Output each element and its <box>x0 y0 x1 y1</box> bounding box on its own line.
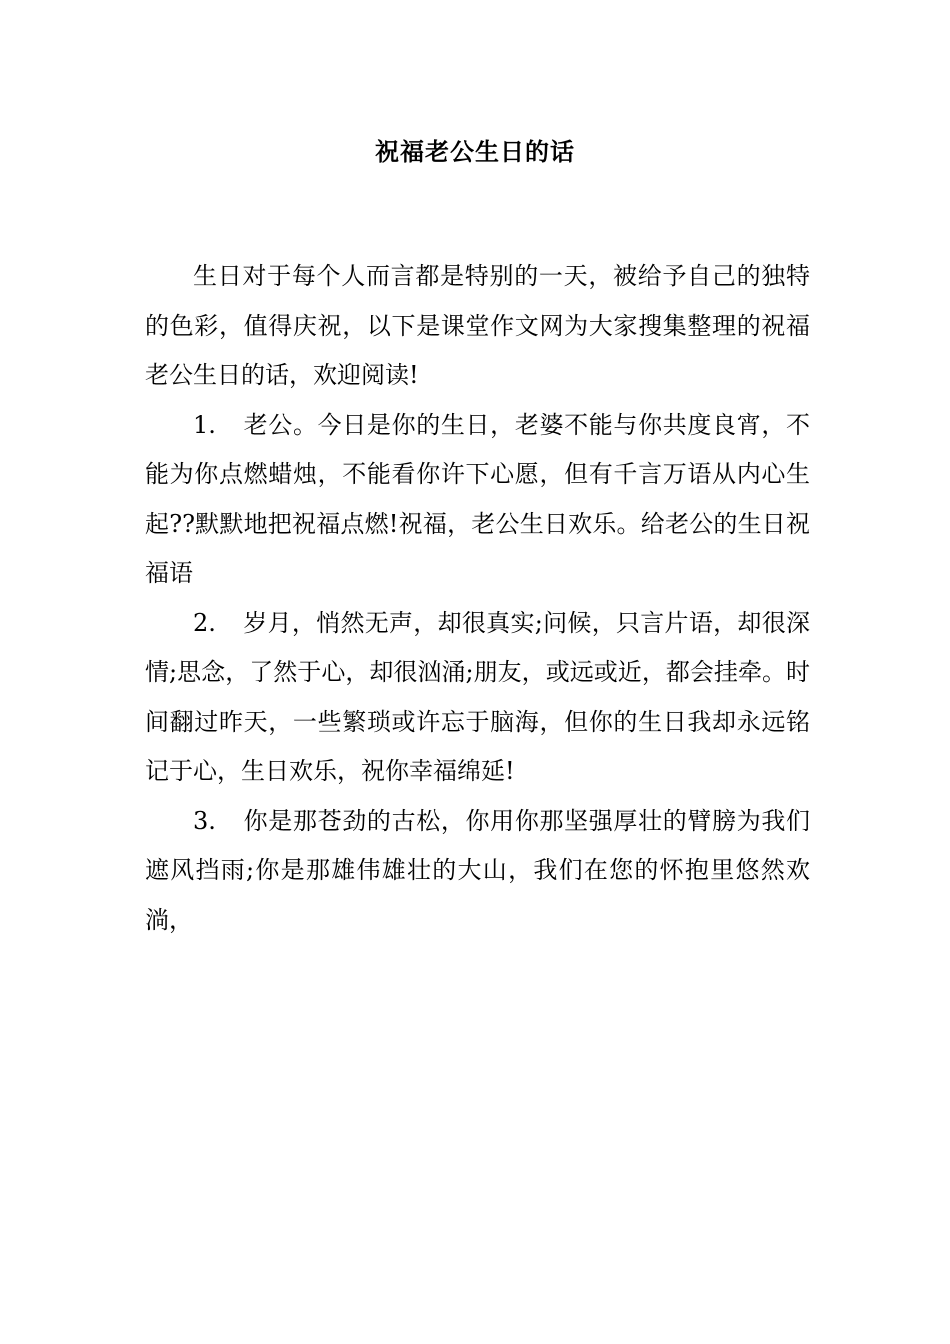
document-body <box>145 252 810 945</box>
list-item-text: 你是那苍劲的古松，你用你那坚强厚壮的臂膀为我们遮风挡雨;你是那雄伟雄壮的大山，我们在您的怀抱里悠然欢淌， <box>145 806 810 934</box>
intro-paragraph: 生日对于每个人而言都是特别的一天，被给予自己的独特的色彩，值得庆祝，以下是课堂作文网为大家搜集整理的祝福老公生日的话，欢迎阅读! <box>145 262 810 389</box>
list-item-1 <box>145 401 810 599</box>
list-item-number: 1. <box>193 410 216 439</box>
list-item-number: 3. <box>193 806 216 835</box>
list-item-2 <box>145 599 810 797</box>
list-item-text: 老公。今日是你的生日，老婆不能与你共度良宵，不能为你点燃蜡烛，不能看你许下心愿，但有千言万语从内心生起??默默地把祝福点燃!祝福，老公生日欢乐。给老公的生日祝福语 <box>145 410 810 587</box>
document-title: 祝福老公生日的话 <box>375 137 575 166</box>
list-item-text: 岁月，悄然无声，却很真实;问候，只言片语，却很深情;思念，了然于心，却很汹涌;朋友，或远或近，都会挂牵。时间翻过昨天，一些繁琐或许忘于脑海，但你的生日我却永远铭记于心，生日欢乐，祝你幸福绵延! <box>145 608 810 785</box>
list-item-3 <box>145 797 810 946</box>
list-item-number: 2. <box>193 608 216 637</box>
